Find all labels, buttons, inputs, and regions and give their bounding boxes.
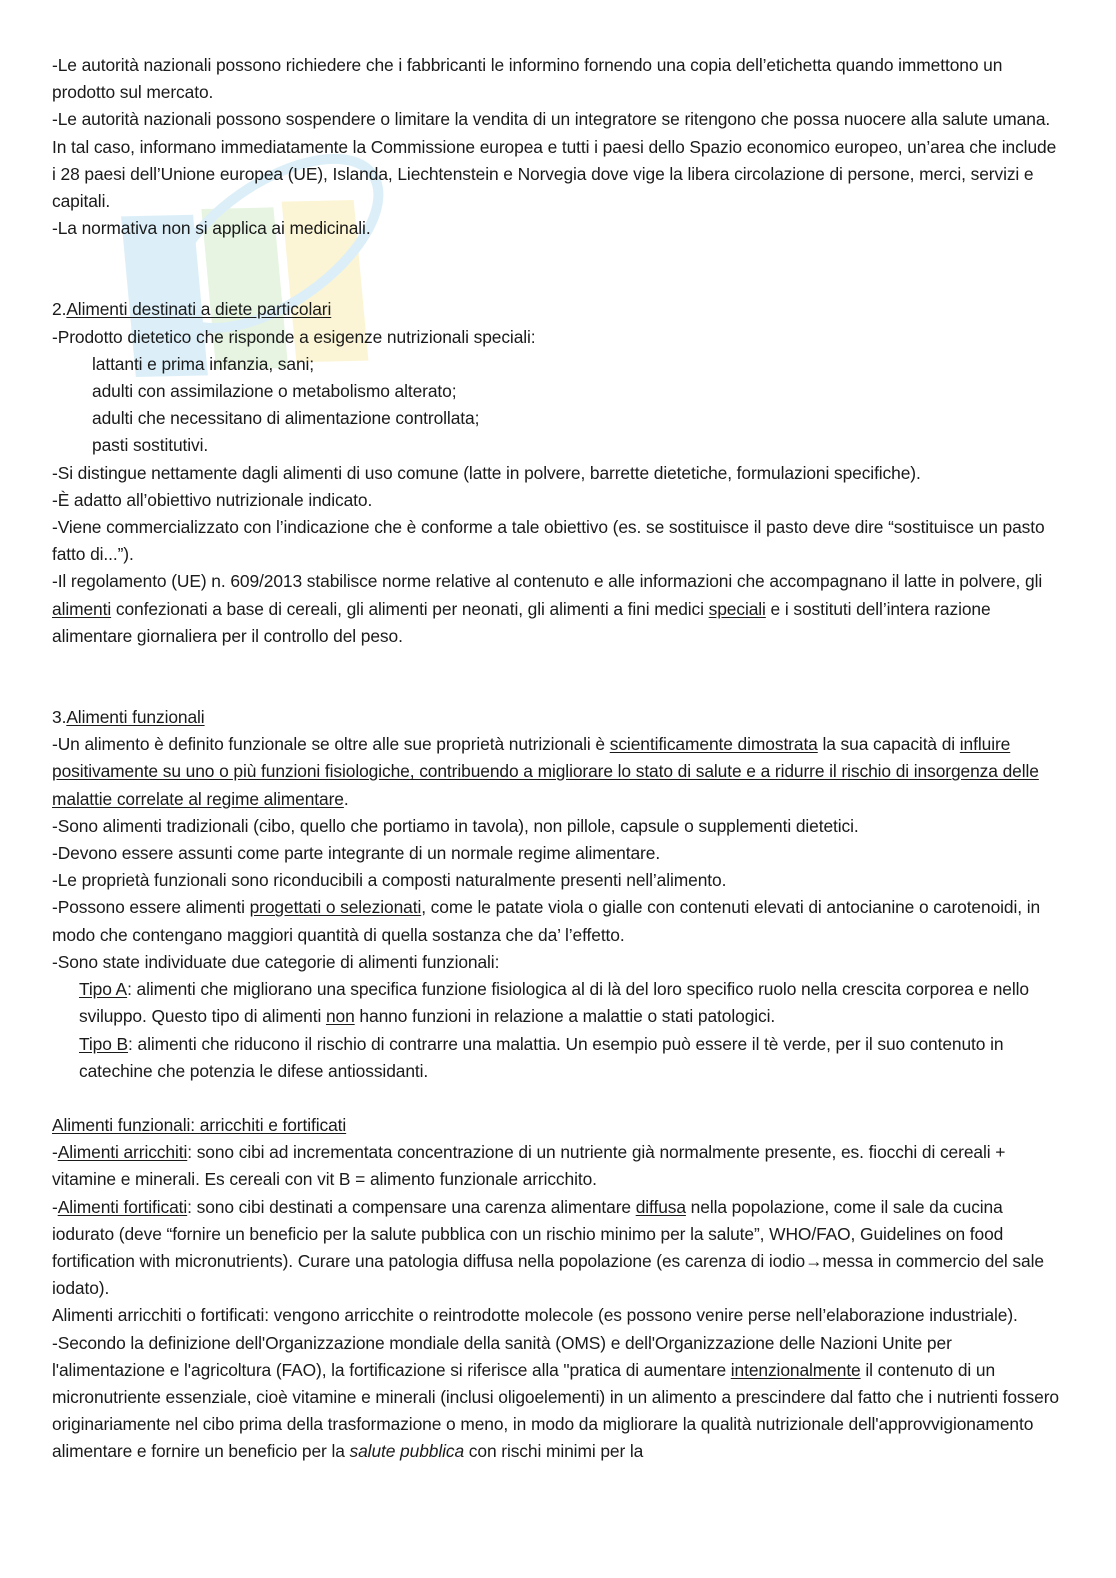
text-run: : alimenti che migliorano una specifica funzione fisiologica al di là del loro specifico ruolo nella crescita corporea e nello sviluppo. Questo tipo di alimenti [79,979,1029,1027]
section-2-heading [52,296,1064,323]
section-4-heading [52,1112,1064,1139]
section-3-paragraph-6: -Sono state individuate due categorie di alimenti funzionali: [52,951,500,972]
section-2-paragraph-2: -È adatto all’obiettivo nutrizionale indicato. [52,489,373,510]
section-3-heading [52,704,1064,731]
text-run: , come le patate viola o gialle con contenuti elevati di antocianine o carotenoidi, in modo che contengano maggiori quantità di quella sostanza che da’ l’effetto. [52,897,1041,945]
type-a-item [52,976,1064,1030]
document-page [52,52,1064,1466]
text-run: : sono cibi destinati a compensare una carenza alimentare [187,1196,636,1217]
section-3-paragraph-5 [52,894,1064,948]
text-run: messa in commercio del sale iodato). [52,1250,1044,1299]
italic-text: salute pubblica [349,1441,465,1462]
text-run: -Secondo la definizione dell'Organizzazione mondiale della sanità (OMS) e dell'Organizzazione delle Nazioni Unite per l'alimentazione e l'agricoltura (FAO), la fortificazione si riferisce alla "pratica di aumentare [52,1332,952,1380]
section-4-paragraph-4 [52,1330,1064,1466]
section-2-title: Alimenti destinati a diete particolari [66,299,332,320]
text-run: -Possono essere alimenti [52,897,250,918]
text-run: -Un alimento è definito funzionale se oltre alle sue proprietà nutrizionali è [52,734,610,755]
section-4-title: Alimenti funzionali: arricchiti e fortificati [52,1114,347,1135]
section-3-paragraph-2: -Sono alimenti tradizionali (cibo, quello che portiamo in tavola), non pillole, capsule o supplementi dietetici. [52,815,859,836]
section-3-paragraph-3: -Devono essere assunti come parte integrante di un normale regime alimentare. [52,843,661,864]
section-2-intro: -Prodotto dietetico che risponde a esigenze nutrizionali speciali: [52,326,536,347]
text-run: hanno funzioni in relazione a malattie o stati patologici. [354,1006,776,1027]
text-run: e i sostituti dell’intera razione alimentare giornaliera per il controllo del peso. [52,598,991,646]
underlined-text: alimenti [52,598,112,619]
text-run: - [52,1196,58,1217]
section-3-number: 3. [52,707,67,728]
text-run: : sono cibi ad incrementata concentrazione di un nutriente già normalmente presente, es. fiocchi di cereali + vitamine e minerali. Es cereali con vit B = alimento funzionale arricchito. [52,1142,1006,1190]
section-4-paragraph-1 [52,1139,1064,1193]
type-a-label: Tipo A [79,979,128,1000]
intro-paragraph-1: -Le autorità nazionali possono richiedere che i fabbricanti le informino fornendo una copia dell’etichetta quando immettono un prodotto sul mercato. [52,55,1003,103]
text-run: . [343,788,349,809]
section-2-paragraph-3: -Viene commercializzato con l’indicazione che è conforme a tale obiettivo (es. se sostituisce il pasto deve dire “sostituisce un pasto fatto di...”). [52,517,1045,565]
section-2-list-item: pasti sostitutivi. [92,435,209,456]
underlined-text: influire positivamente su uno o più funzioni fisiologiche, contribuendo a migliorare lo stato di salute e a ridurre il rischio di insorgenza delle malattie correlate al regime alimentare [52,734,1039,809]
underlined-text: intenzionalmente [730,1359,861,1380]
intro-paragraph-3: -La normativa non si applica ai medicinali. [52,218,371,239]
arrow-icon: → [805,1250,823,1271]
underlined-text: scientificamente dimostrata [609,734,818,755]
intro-paragraph-2: -Le autorità nazionali possono sospendere o limitare la vendita di un integratore se ritengono che possa nuocere alla salute umana. In tal caso, informano immediatamente la Commissione europea e tutti i paesi dello Spazio economico europeo, un’area che include i 28 paesi dell’Unione europea (UE), Islanda, Liechtenstein e Norvegia dove vige la libera circolazione di persone, merci, servizi e capitali. [52,109,1057,212]
section-2-list-item: lattanti e prima infanzia, sani; [92,353,315,374]
section-2-paragraph-1: -Si distingue nettamente dagli alimenti di uso comune (latte in polvere, barrette dietetiche, formulazioni specifiche). [52,462,921,483]
section-4-paragraph-3: Alimenti arricchiti o fortificati: vengono arricchite o reintrodotte molecole (es possono venire perse nell’elaborazione industriale). [52,1305,1018,1326]
section-2-list-item: adulti che necessitano di alimentazione controllata; [92,408,480,429]
section-3-title: Alimenti funzionali [66,707,205,728]
text-run: - [52,1142,58,1163]
text-run: il contenuto di un micronutriente essenziale, cioè vitamine e minerali (inclusi oligoelementi) in un alimento a prescindere dal fatto che i nutrienti fossero originariamente nel cibo prima della trasformazione o meno, in modo da migliorare la qualità nutrizionale dell'approvvigionamento alimentare e fornire un beneficio per la [52,1359,1059,1462]
section-3-paragraph-1 [52,731,1064,813]
text-run: confezionati a base di cereali, gli alimenti per neonati, gli alimenti a fini medici [111,598,709,619]
underlined-text: Alimenti arricchiti [57,1142,188,1163]
type-b-label: Tipo B [79,1033,129,1054]
text-run: con rischi minimi per la [464,1441,644,1462]
underlined-text: progettati o selezionati [249,897,422,918]
underlined-text: Alimenti fortificati [57,1196,188,1217]
section-2-list-item: adulti con assimilazione o metabolismo alterato; [92,381,457,402]
underlined-text: speciali [708,598,766,619]
underlined-text: non [325,1006,355,1027]
text-run: nella popolazione, come il sale da cucina iodurato (deve “fornire un beneficio per la salute pubblica con un rischio minimo per la salute”, WHO/FAO, Guidelines on food fortification with micronutrients). Curare una patologia diffusa nella popolazione (es carenza di iodio [52,1196,1004,1271]
type-b-item [52,1031,1064,1085]
underlined-text: diffusa [635,1196,686,1217]
section-4-paragraph-2 [52,1194,1064,1303]
text-run: : alimenti che riducono il rischio di contrarre una malattia. Un esempio può essere il tè verde, per il suo contenuto in catechine che potenzia le difese antiossidanti. [79,1033,1004,1081]
section-3-paragraph-4: -Le proprietà funzionali sono riconducibili a composti naturalmente presenti nell’alimento. [52,870,727,891]
text-run: la sua capacità di [817,734,960,755]
section-2-number: 2. [52,299,67,320]
text-run: -Il regolamento (UE) n. 609/2013 stabilisce norme relative al contenuto e alle informazioni che accompagnano il latte in polvere, gli [52,571,1043,592]
section-2-paragraph-4 [52,568,1064,650]
